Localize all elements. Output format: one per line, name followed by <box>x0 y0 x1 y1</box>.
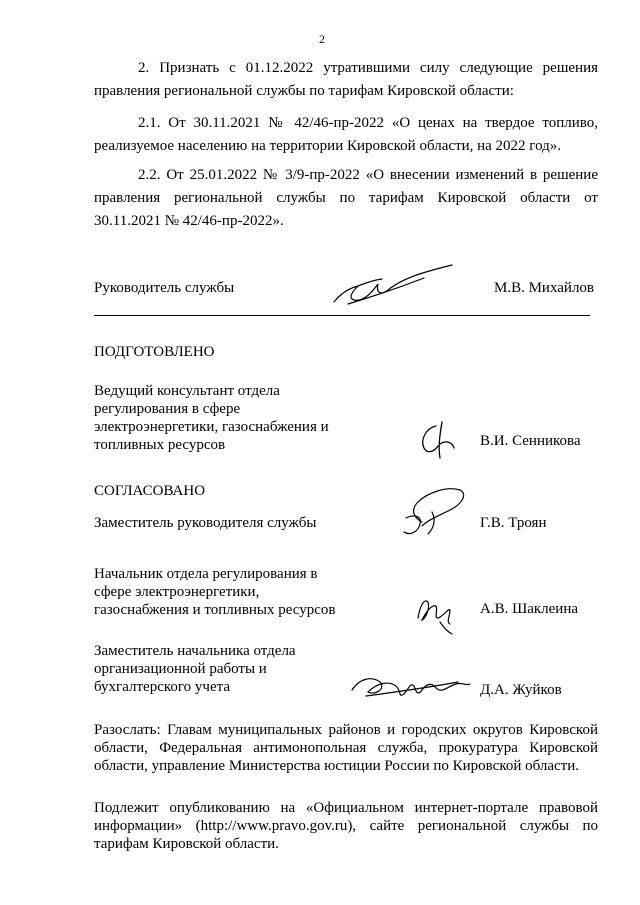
agreed-3-position-1: Заместитель начальника отдела <box>94 643 296 659</box>
prepared-heading: ПОДГОТОВЛЕНО <box>94 344 215 360</box>
agreed-2-position-3: газоснабжения и топливных ресурсов <box>94 602 336 618</box>
publish-line-1: Подлежит опубликованию на «Официальном интернет-портале правовой <box>94 800 598 816</box>
separator-line <box>94 315 590 316</box>
head-name: М.В. Михайлов <box>494 280 595 296</box>
signature-troyan <box>392 482 472 542</box>
para-2-line-1: 2. Признать с 01.12.2022 утратившими силу следующие решения <box>138 60 598 76</box>
prepared-name: В.И. Сенникова <box>480 433 581 449</box>
prepared-position-1: Ведущий консультант отдела <box>94 383 280 399</box>
agreed-3-position-3: бухгалтерского учета <box>94 679 231 695</box>
agreed-3-position-2: организационной работы и <box>94 661 267 677</box>
agreed-2-position-1: Начальник отдела регулирования в <box>94 566 318 582</box>
signature-mikhailov <box>328 262 458 312</box>
para-2-2-line-1: 2.2. От 25.01.2022 № 3/9-пр-2022 «О внесении изменений в решение <box>138 167 598 183</box>
page-number: 2 <box>319 32 325 46</box>
distribute-line-3: области, управление Министерства юстиции России по Кировской области. <box>94 758 580 774</box>
para-2-line-2: правления региональной службы по тарифам Кировской области: <box>94 83 514 99</box>
agreed-heading: СОГЛАСОВАНО <box>94 483 206 499</box>
signature-shakleina <box>410 588 470 638</box>
para-2-1-line-1: 2.1. От 30.11.2021 № 42/46-пр-2022 «О ценах на твердое топливо, <box>138 115 598 131</box>
agreed-1-position: Заместитель руководителя службы <box>94 515 317 531</box>
prepared-position-2: регулирования в сфере <box>94 401 241 417</box>
para-2-2-line-2: правления региональной службы по тарифам Кировской области от <box>94 190 598 206</box>
agreed-1-name: Г.В. Троян <box>480 515 547 531</box>
para-2-2-line-3: 30.11.2021 № 42/46-пр-2022». <box>94 213 284 229</box>
distribute-line-2: области, Федеральная антимонопольная служба, прокуратура Кировской <box>94 740 598 756</box>
signature-sennikova <box>418 418 468 462</box>
publish-line-3: тарифам Кировской области. <box>94 836 279 852</box>
prepared-position-4: топливных ресурсов <box>94 437 226 453</box>
head-title: Руководитель службы <box>94 280 235 296</box>
agreed-3-name: Д.А. Жуйков <box>480 682 562 698</box>
agreed-2-name: А.В. Шаклеина <box>480 601 579 617</box>
signature-zhuykov <box>346 664 476 704</box>
agreed-2-position-2: сфере электроэнергетики, <box>94 584 260 600</box>
distribute-line-1: Разослать: Главам муниципальных районов и городских округов Кировской <box>94 722 598 738</box>
publish-line-2: информации» (http://www.pravo.gov.ru), сайте региональной службы по <box>94 818 598 834</box>
para-2-1-line-2: реализуемое населению на территории Кировской области, на 2022 год». <box>94 138 562 154</box>
prepared-position-3: электроэнергетики, газоснабжения и <box>94 419 329 435</box>
